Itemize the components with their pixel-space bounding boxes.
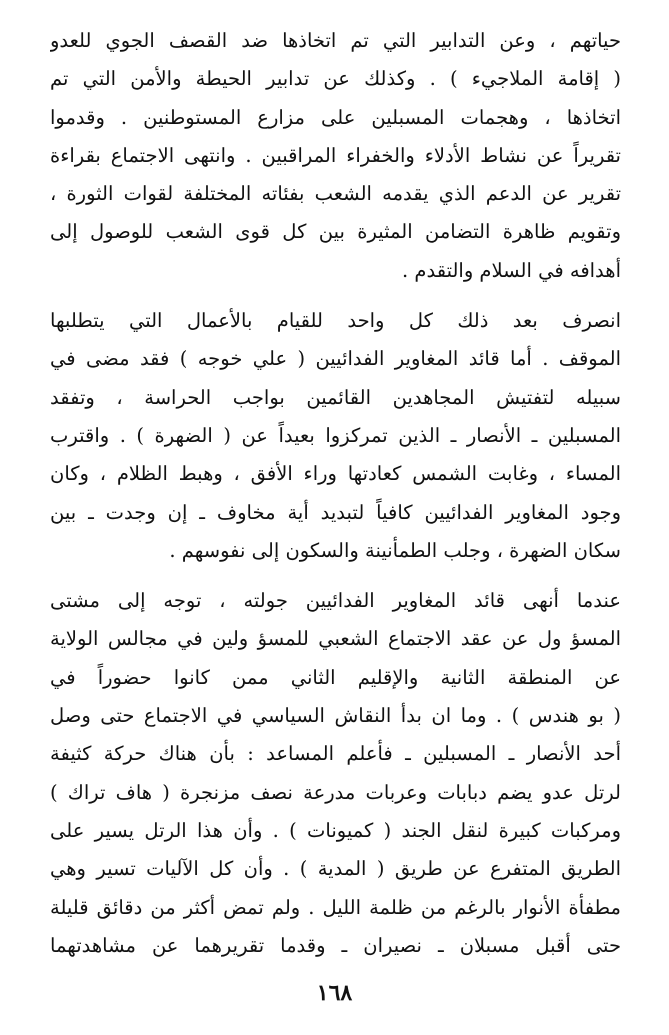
text-line: أهدافه في السلام والتقدم . — [402, 258, 621, 282]
text-line: المساء ، وغابت الشمس كعادتها وراء الأفق ، وهبط الظلام ، وكان — [50, 462, 621, 486]
text-line: ( إقامة الملاجيء ) . وكذلك عن تدابير الحيطة والأمن التي تم — [50, 67, 621, 91]
text-line: انصرف بعد ذلك كل واحد للقيام بالأعمال التي يتطلبها — [50, 309, 621, 333]
paragraph-1 — [50, 22, 621, 290]
text-line: أحد الأنصار ـ المسبلين ـ فأعلم المساعد : بأن هناك حركة كثيفة — [50, 742, 621, 766]
text-line: الطريق المتفرع عن طريق ( المدية ) . وأن كل الآليات تسير وهي — [50, 857, 621, 881]
text-line: وجود المغاوير الفدائيين كافياً لتبديد أية مخاوف ـ إن وجدت ـ بين — [50, 500, 621, 524]
text-line: تقريراً عن نشاط الأدلاء والخفراء المراقبين . وانتهى الاجتماع بقراءة — [50, 143, 621, 167]
text-line: حياتهم ، وعن التدابير التي تم اتخاذها ضد القصف الجوي للعدو — [50, 29, 621, 52]
text-line: المسؤ ول عن عقد الاجتماع الشعبي للمسؤ ولين في مجالس الولاية — [50, 627, 621, 651]
text-line: عندما أنهى قائد المغاوير الفدائيين جولته ، توجه إلى مشتى — [50, 589, 621, 613]
paragraph-2 — [50, 302, 621, 570]
text-line: مطفأة الأنوار بالرغم من ظلمة الليل . ولم تمض أكثر من دقائق قليلة — [50, 895, 621, 919]
text-line: المسبلين ـ الأنصار ـ الذين تمركزوا بعيداً عن ( الضهرة ) . واقترب — [50, 423, 621, 447]
text-line: الموقف . أما قائد المغاوير الفدائيين ( علي خوجه ) فقد مضى في — [50, 347, 621, 371]
text-line: حتى أقبل مسبلان ـ نصيران ـ وقدما تقريرهما عن مشاهدتهما — [50, 933, 621, 957]
text-line: اتخاذها ، وهجمات المسبلين على مزارع المستوطنين . وقدموا — [50, 105, 621, 129]
text-line: عن المنطقة الثانية والإقليم الثاني ممن كانوا حضوراً في — [50, 665, 621, 689]
text-line: ومركبات كبيرة لنقل الجند ( كميونات ) . وأن هذا الرتل يسير على — [50, 818, 621, 842]
text-line: لرتل عدو يضم دبابات وعربات مدرعة نصف مزنجرة ( هاف تراك ) — [50, 780, 621, 804]
text-line: وتقويم ظاهرة التضامن المثيرة بين كل قوى الشعب للوصول إلى — [50, 220, 621, 244]
paragraph-3 — [50, 582, 621, 965]
text-line: سكان الضهرة ، وجلب الطمأنينة والسكون إلى نفوسهم . — [169, 538, 621, 562]
page-number: ١٦٨ — [316, 980, 353, 1006]
text-line: سبيله لتفتيش المجاهدين القائمين بواجب الحراسة ، وتفقد — [50, 385, 621, 409]
text-line: تقرير عن الدعم الذي يقدمه الشعب بفئاته المختلفة لقوات الثورة ، — [50, 182, 621, 206]
text-line: ( بو هندس ) . وما ان بدأ النقاش السياسي في الاجتماع حتى وصل — [50, 704, 621, 728]
